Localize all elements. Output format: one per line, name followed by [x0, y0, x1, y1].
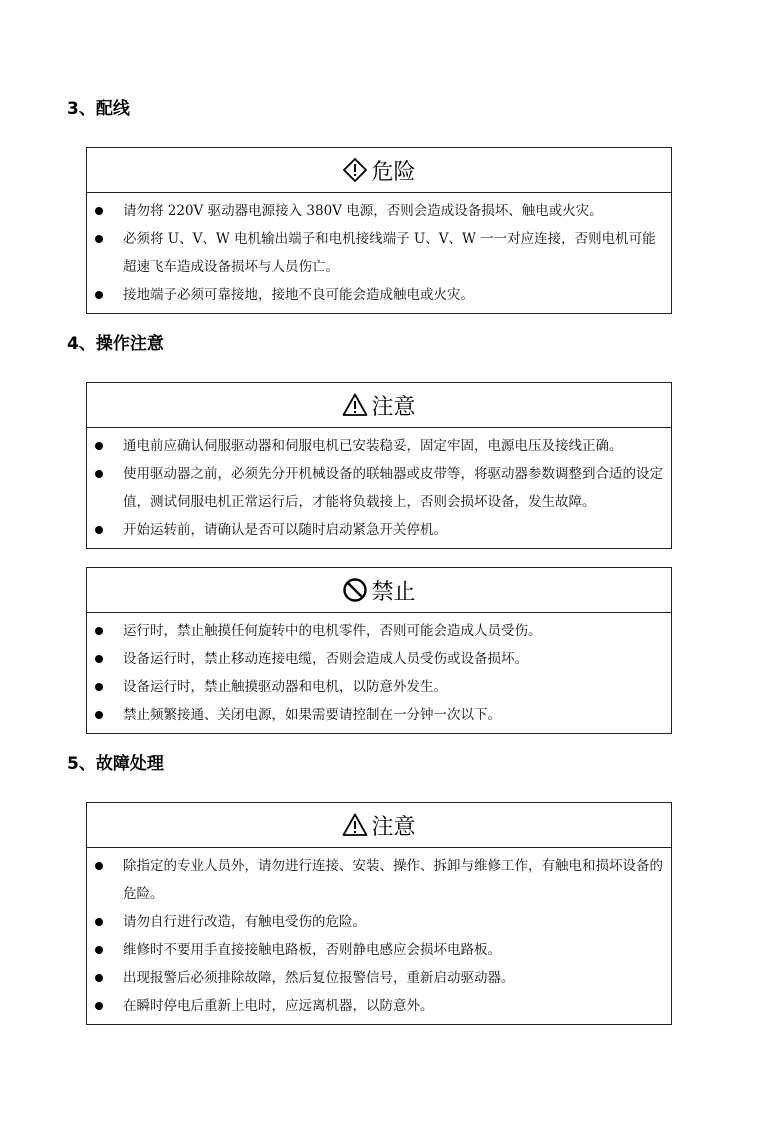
- caution-box-header: [87, 803, 671, 848]
- caution-box-header: [87, 383, 671, 428]
- caution-box-troubleshooting: [86, 802, 672, 1025]
- list-item: [87, 617, 665, 645]
- bullet-icon: [95, 1002, 103, 1010]
- danger-diamond-icon: [342, 157, 368, 183]
- bullet-icon: [95, 627, 103, 635]
- prohibit-icon: [342, 577, 368, 603]
- bullet-icon: [95, 470, 103, 478]
- section-5-heading: 5、故障处理: [67, 754, 164, 774]
- caution-box-title: 注意: [371, 394, 416, 420]
- list-item-text: 除指定的专业人员外，请勿进行连接、安装、操作、拆卸与维修工作，有触电和损坏设备的危险。: [123, 858, 663, 902]
- list-item: [87, 992, 665, 1020]
- caution-box-list: [87, 428, 671, 548]
- prohibit-box-list: [87, 613, 671, 733]
- prohibit-box-title: 禁止: [371, 579, 416, 605]
- list-item: [87, 673, 665, 701]
- list-item: [87, 516, 665, 544]
- list-item-text: 维修时不要用手直接接触电路板，否则静电感应会损坏电路板。: [123, 942, 501, 958]
- list-item-text: 开始运转前，请确认是否可以随时启动紧急开关停机。: [123, 522, 447, 538]
- list-item: [87, 908, 665, 936]
- bullet-icon: [95, 974, 103, 982]
- bullet-icon: [95, 291, 103, 299]
- danger-box-list: [87, 193, 671, 313]
- list-item-text: 运行时，禁止触摸任何旋转中的电机零件，否则可能会造成人员受伤。: [123, 623, 542, 639]
- caution-box-title: 注意: [371, 814, 416, 840]
- list-item: [87, 852, 665, 908]
- list-item: [87, 701, 665, 729]
- bullet-icon: [95, 683, 103, 691]
- list-item: [87, 281, 665, 309]
- list-item: [87, 197, 665, 225]
- bullet-icon: [95, 235, 103, 243]
- list-item: [87, 432, 665, 460]
- list-item-text: 设备运行时，禁止触摸驱动器和电机，以防意外发生。: [123, 679, 447, 695]
- danger-box-title: 危险: [371, 159, 416, 185]
- list-item-text: 使用驱动器之前，必须先分开机械设备的联轴器或皮带等，将驱动器参数调整到合适的设定值，测试伺服电机正常运行后，才能将负载接上，否则会损坏设备，发生故障。: [123, 466, 663, 510]
- prohibit-box: [86, 567, 672, 734]
- prohibit-box-header: [87, 568, 671, 613]
- bullet-icon: [95, 862, 103, 870]
- section-3-heading: 3、配线: [67, 99, 130, 119]
- caution-box-operation: [86, 382, 672, 549]
- bullet-icon: [95, 946, 103, 954]
- bullet-icon: [95, 442, 103, 450]
- list-item: [87, 225, 665, 281]
- list-item-text: 出现报警后必须排除故障，然后复位报警信号，重新启动驱动器。: [123, 970, 515, 986]
- list-item-text: 禁止频繁接通、关闭电源，如果需要请控制在一分钟一次以下。: [123, 707, 501, 723]
- danger-box-header: [87, 148, 671, 193]
- list-item-text: 请勿自行进行改造，有触电受伤的危险。: [123, 914, 366, 930]
- list-item: [87, 645, 665, 673]
- list-item-text: 设备运行时，禁止移动连接电缆，否则会造成人员受伤或设备损坏。: [123, 651, 528, 667]
- warning-triangle-icon: [342, 392, 368, 418]
- caution-box-list: [87, 848, 671, 1024]
- list-item: [87, 936, 665, 964]
- list-item: [87, 460, 665, 516]
- bullet-icon: [95, 711, 103, 719]
- section-4-heading: 4、操作注意: [67, 334, 164, 354]
- warning-triangle-icon: [342, 812, 368, 838]
- bullet-icon: [95, 655, 103, 663]
- list-item-text: 请勿将 220V 驱动器电源接入 380V 电源，否则会造成设备损坏、触电或火灾。: [123, 203, 603, 219]
- danger-box: [86, 147, 672, 314]
- bullet-icon: [95, 918, 103, 926]
- list-item-text: 通电前应确认伺服驱动器和伺服电机已安装稳妥，固定牢固，电源电压及接线正确。: [123, 438, 623, 454]
- list-item-text: 接地端子必须可靠接地，接地不良可能会造成触电或火灾。: [123, 287, 474, 303]
- list-item-text: 必须将 U、V、W 电机输出端子和电机接线端子 U、V、W 一一对应连接，否则电机可能超速飞车造成设备损坏与人员伤亡。: [123, 231, 656, 275]
- bullet-icon: [95, 526, 103, 534]
- bullet-icon: [95, 207, 103, 215]
- list-item: [87, 964, 665, 992]
- list-item-text: 在瞬时停电后重新上电时，应远离机器，以防意外。: [123, 998, 434, 1014]
